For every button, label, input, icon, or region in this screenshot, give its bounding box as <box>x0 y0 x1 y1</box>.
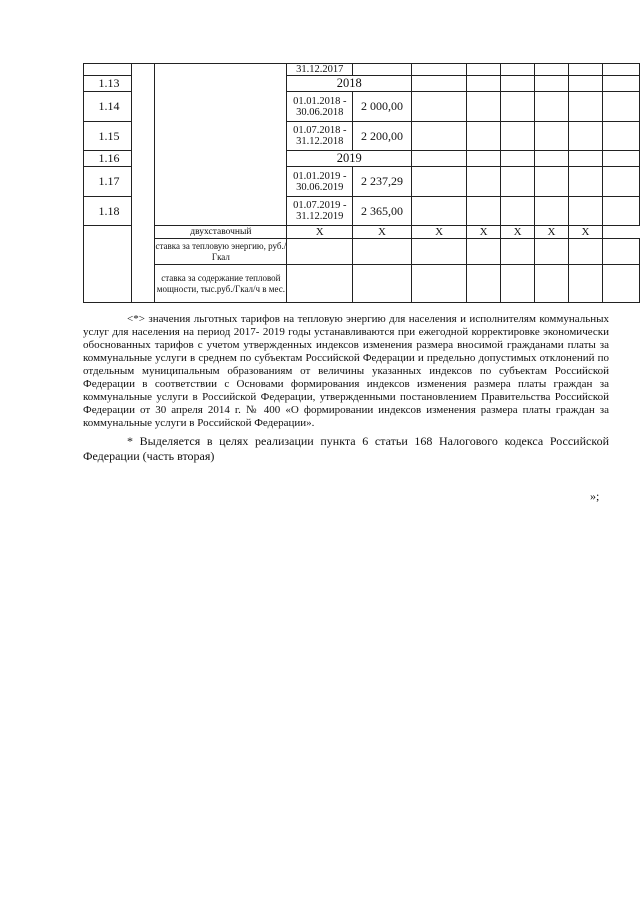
row-number: 1.13 <box>84 76 132 92</box>
heat-energy-rate-label: ставка за тепловую энергию, руб./Гкал <box>155 239 287 265</box>
period-cell: 31.12.2017 <box>287 64 353 76</box>
merged-cell <box>155 64 287 226</box>
table-row <box>84 265 640 303</box>
tariff-value: 2 000,00 <box>353 92 412 122</box>
x-mark: X <box>287 226 353 239</box>
table-row <box>84 239 640 265</box>
table-row <box>84 64 640 76</box>
row-number: 1.16 <box>84 151 132 167</box>
period-cell: 01.01.2019 - 30.06.2019 <box>287 167 353 197</box>
table-row <box>84 226 640 239</box>
row-number-cell <box>84 226 132 303</box>
x-mark: X <box>411 226 466 239</box>
x-mark: X <box>467 226 501 239</box>
year-header: 2018 <box>287 76 412 92</box>
x-mark: X <box>568 226 602 239</box>
row-number-cell <box>84 64 132 76</box>
closing-quote: »; <box>590 489 600 503</box>
x-mark: X <box>353 226 412 239</box>
tariff-value: 2 237,29 <box>353 167 412 197</box>
vat-footnote: * Выделяется в целях реализации пункта 6 статьи 168 Налогового кодекса Российской Федерации (часть вторая) <box>83 434 609 463</box>
tariff-value: 2 200,00 <box>353 122 412 151</box>
period-cell: 01.01.2018 - 30.06.2018 <box>287 92 353 122</box>
tariff-table <box>83 63 640 303</box>
row-number: 1.15 <box>84 122 132 151</box>
x-mark: X <box>501 226 535 239</box>
merged-cell <box>132 64 155 303</box>
period-cell: 01.07.2018 - 31.12.2018 <box>287 122 353 151</box>
two-part-tariff-label: двухставочный <box>155 226 287 239</box>
row-number: 1.14 <box>84 92 132 122</box>
period-cell: 01.07.2019 - 31.12.2019 <box>287 197 353 226</box>
tariff-footnote: <*> значения льготных тарифов на тепловую энергию для населения и исполнителям коммунальных услуг для населения на период 2017- 2019 годы устанавливаются при ежегодной корректировке экономически обоснованных тарифов с учетом утвержденных индексов изменения размера вносимой гражданами платы за коммунальные услуги в среднем по субъектам Российской Федерации и предельно допустимых отклонений по отдельным муниципальным образованиям от величины указанных индексов по субъектам Российской Федерации в соответствии с Основами формирования индексов изменения размера платы граждан за коммунальные услуги в Российской Федерации, утвержденными постановлением Правительства Российской Федерации от 30 апреля 2014 г. № 400 «О формировании индексов изменения размера платы граждан за коммунальные услуги в Российской Федерации». <box>83 313 609 429</box>
row-number: 1.18 <box>84 197 132 226</box>
x-mark: X <box>535 226 569 239</box>
capacity-rate-label: ставка за содержание тепловой мощности, тыс.руб./Гкал/ч в мес. <box>155 265 287 303</box>
row-number: 1.17 <box>84 167 132 197</box>
tariff-value: 2 365,00 <box>353 197 412 226</box>
year-header: 2019 <box>287 151 412 167</box>
footnotes <box>83 313 609 463</box>
